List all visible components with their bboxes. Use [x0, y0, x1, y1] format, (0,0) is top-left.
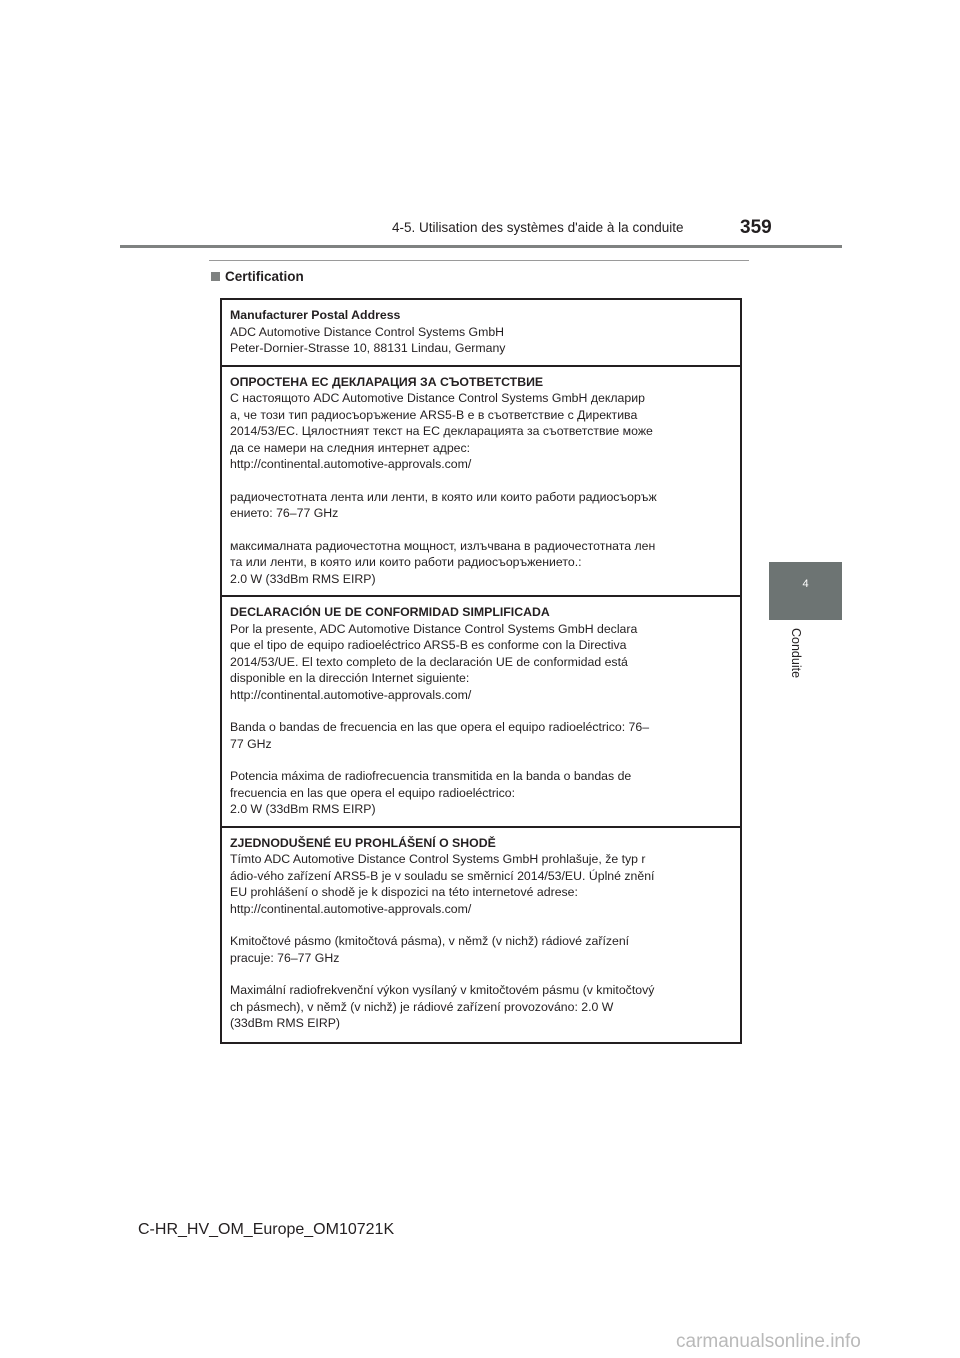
cell-line: 2014/53/ЕС. Цялостният текст на ЕС декларацията за съответствие може — [230, 424, 653, 438]
cell-link: http://continental.automotive-approvals.com/ — [230, 687, 472, 702]
cell-line: Maximální radiofrekvenční výkon vysílaný v kmitočtovém pásmu (v kmitočtový — [230, 983, 655, 997]
header-rule — [120, 245, 842, 248]
cell-line: EU prohlášení o shodě je k dispozici na této internetové adrese: — [230, 885, 578, 899]
cell-line: ението: 76–77 GHz — [230, 506, 339, 520]
cell-title: ОПРОСТЕНА ЕС ДЕКЛАРАЦИЯ ЗА СЪОТВЕТСТВИЕ — [230, 374, 544, 389]
square-bullet-icon — [211, 272, 220, 281]
czech-declaration-cell — [222, 828, 740, 1042]
cell-line: 2014/53/UE. El texto completo de la declaración UE de conformidad está — [230, 654, 628, 669]
cell-line: ADC Automotive Distance Control Systems GmbH — [230, 324, 505, 339]
cell-line: Peter-Dornier-Strasse 10, 88131 Lindau, Germany — [230, 341, 506, 355]
chapter-tab-number: 4 — [802, 578, 809, 590]
cell-line: disponible en la dirección Internet siguiente: — [230, 671, 470, 685]
page-number: 359 — [740, 217, 772, 238]
manufacturer-address-cell — [222, 300, 740, 367]
header-section-title: 4-5. Utilisation des systèmes d'aide à la conduite — [392, 220, 684, 235]
cell-line: максималната радиочестотна мощност, излъчвана в радиочестотната лен — [230, 538, 656, 553]
cell-line: С настоящото ADC Automotive Distance Control Systems GmbH декларир — [230, 391, 645, 405]
section-title — [211, 269, 304, 284]
cell-line: Banda o bandas de frecuencia en las que opera el equipo radioeléctrico: 76– — [230, 720, 650, 734]
certification-table — [220, 298, 742, 1044]
cell-link: http://continental.automotive-approvals.com/ — [230, 457, 472, 471]
cell-line: Potencia máxima de radiofrecuencia transmitida en la banda o bandas de — [230, 769, 632, 783]
cell-line: (33dBm RMS EIRP) — [230, 1016, 341, 1030]
cell-line: ch pásmech), v němž (v nichž) je rádiové zařízení provozováno: 2.0 W — [230, 999, 614, 1014]
cell-title: Manufacturer Postal Address — [230, 308, 401, 322]
cell-line: pracuje: 76–77 GHz — [230, 950, 340, 965]
cell-title: DECLARACIÓN UE DE CONFORMIDAD SIMPLIFICADA — [230, 605, 550, 619]
cell-line: frecuencia en las que opera el equipo radioeléctrico: — [230, 785, 516, 800]
cell-line: Tímto ADC Automotive Distance Control Systems GmbH prohlašuje, že typ r — [230, 852, 646, 866]
section-rule — [209, 260, 749, 261]
chapter-tab-label: Conduite — [789, 628, 803, 679]
spanish-declaration-cell — [222, 597, 740, 828]
cell-line: 2.0 W (33dBm RMS EIRP) — [230, 802, 376, 816]
cell-link: http://continental.automotive-approvals.com/ — [230, 901, 472, 916]
section-title-text: Certification — [225, 269, 304, 284]
cell-line: радиочестотната лента или ленти, в която или които работи радиосъоръж — [230, 489, 657, 504]
document-code: C-HR_HV_OM_Europe_OM10721K — [138, 1221, 395, 1238]
chapter-tab — [769, 562, 842, 620]
cell-line: а, че този тип радиосъоръжение ARS5-B е в съответствие с Директива — [230, 407, 638, 422]
cell-line: que el tipo de equipo radioeléctrico ARS5-B es conforme con la Directiva — [230, 638, 627, 652]
watermark-text: carmanualsonline.info — [676, 1331, 861, 1352]
cell-line: 77 GHz — [230, 736, 272, 751]
cell-line: ádio-vého zařízení ARS5-B je v souladu se směrnicí 2014/53/EU. Úplné znění — [230, 868, 655, 883]
cell-line: да се намери на следния интернет адрес: — [230, 440, 471, 455]
bulgarian-declaration-cell — [222, 367, 740, 598]
cell-title: ZJEDNODUŠENÉ EU PROHLÁŠENÍ O SHODĚ — [230, 835, 496, 850]
cell-line: 2.0 W (33dBm RMS EIRP) — [230, 571, 376, 586]
cell-line: Kmitočtové pásmo (kmitočtová pásma), v němž (v nichž) rádiové zařízení — [230, 934, 630, 948]
cell-line: та или ленти, в която или които работи радиосъоръжението.: — [230, 555, 582, 569]
cell-line: Por la presente, ADC Automotive Distance Control Systems GmbH declara — [230, 621, 638, 636]
